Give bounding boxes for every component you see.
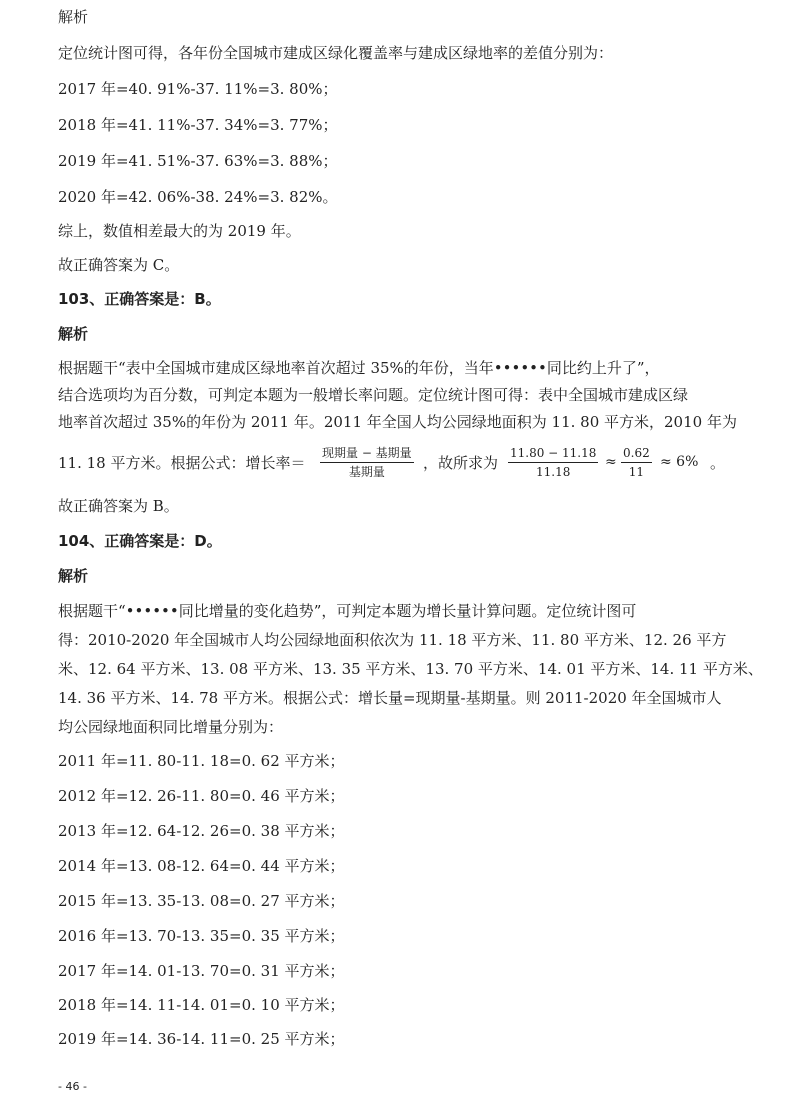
increment-line: 2018 年=14. 11-14. 01=0. 10 平方米；: [58, 996, 345, 1014]
analysis-heading: 解析: [58, 8, 89, 26]
formula-fraction: [320, 440, 414, 484]
page-number: - 46 -: [58, 1080, 87, 1093]
q103-title: 103、正确答案是：B。: [58, 290, 221, 308]
fraction-denominator: 基期量: [348, 464, 385, 479]
formula-fraction: [621, 440, 652, 484]
approx-result: ≈ 6%: [660, 454, 699, 470]
increment-line: 2016 年=13. 70-13. 35=0. 35 平方米；: [58, 927, 345, 945]
fraction-numerator: 11.80 − 11.18: [510, 445, 597, 460]
increment-line: 2011 年=11. 80-11. 18=0. 62 平方米；: [58, 752, 345, 770]
formula-end: 。: [710, 453, 726, 472]
section1-answer: 故正确答案为 C。: [58, 256, 180, 274]
increment-line: 2013 年=12. 64-12. 26=0. 38 平方米；: [58, 822, 345, 840]
increment-line: 2017 年=14. 01-13. 70=0. 31 平方米；: [58, 962, 345, 980]
q104-paragraph-line: 根据题干“••••••同比增量的变化趋势”，可判定本题为增长量计算问题。定位统计图可: [58, 602, 637, 620]
formula-fraction: [508, 440, 598, 484]
q103-paragraph-line: 结合选项均为百分数，可判定本题为一般增长率问题。定位统计图可得：表中全国城市建成区绿: [58, 386, 689, 404]
calc-line: 2020 年=42. 06%-38. 24%=3. 82%。: [58, 188, 338, 206]
q104-title: 104、正确答案是：D。: [58, 532, 222, 550]
fraction-numerator: 0.62: [623, 445, 650, 460]
calc-line: 2018 年=41. 11%-37. 34%=3. 77%；: [58, 116, 338, 134]
q103-answer: 故正确答案为 B。: [58, 497, 179, 515]
analysis-heading: 解析: [58, 325, 89, 343]
section1-summary: 综上，数值相差最大的为 2019 年。: [58, 222, 301, 240]
section1-intro: 定位统计图可得，各年份全国城市建成区绿化覆盖率与建成区绿地率的差值分别为：: [58, 44, 614, 62]
increment-line: 2019 年=14. 36-14. 11=0. 25 平方米；: [58, 1030, 345, 1048]
q103-paragraph-line: 根据题干“表中全国城市建成区绿地率首次超过 35%的年份，当年••••••同比约上升了”，: [58, 359, 660, 377]
fraction-denominator: 11: [628, 464, 644, 479]
formula-lead: 11. 18 平方米。根据公式：增长率＝: [58, 453, 306, 472]
increment-line: 2015 年=13. 35-13. 08=0. 27 平方米；: [58, 892, 345, 910]
q104-paragraph-line: 14. 36 平方米、14. 78 平方米。根据公式：增长量=现期量-基期量。则 2011-2020 年全国城市人: [58, 689, 722, 707]
fraction-numerator: 现期量 − 基期量: [322, 445, 412, 460]
q104-paragraph-line: 得：2010-2020 年全国城市人均公园绿地面积依次为 11. 18 平方米、11. 80 平方米、12. 26 平方: [58, 631, 727, 649]
q104-paragraph-line: 米、12. 64 平方米、13. 08 平方米、13. 35 平方米、13. 70 平方米、14. 01 平方米、14. 11 平方米、: [58, 660, 763, 678]
analysis-heading: 解析: [58, 567, 89, 585]
fraction-denominator: 11.18: [536, 464, 571, 479]
calc-line: 2019 年=41. 51%-37. 63%=3. 88%；: [58, 152, 338, 170]
calc-line: 2017 年=40. 91%-37. 11%=3. 80%；: [58, 80, 338, 98]
increment-line: 2012 年=12. 26-11. 80=0. 46 平方米；: [58, 787, 345, 805]
approx-sign: ≈: [605, 454, 617, 470]
formula-mid: ，故所求为: [423, 453, 499, 472]
increment-line: 2014 年=13. 08-12. 64=0. 44 平方米；: [58, 857, 345, 875]
q103-paragraph-line: 地率首次超过 35%的年份为 2011 年。2011 年全国人均公园绿地面积为 11. 80 平方米，2010 年为: [58, 413, 737, 431]
q104-paragraph-line: 均公园绿地面积同比增量分别为：: [58, 718, 284, 736]
